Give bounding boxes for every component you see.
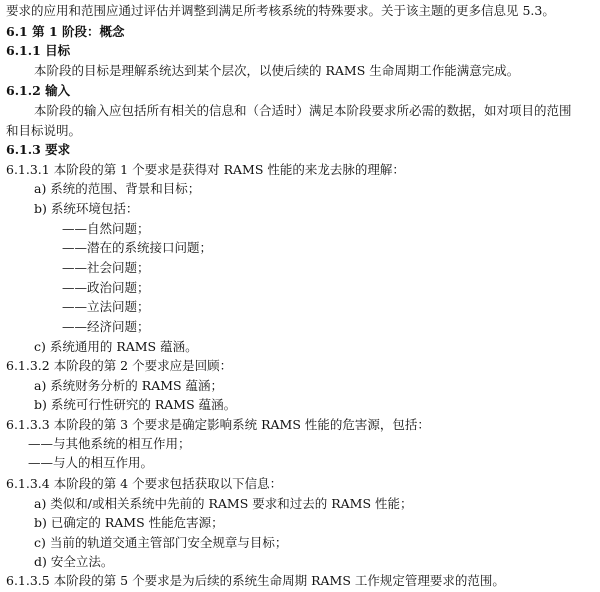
- list-item: c) 当前的轨道交通主管部门安全规章与目标；: [34, 535, 288, 550]
- dash-item: ——社会问题；: [62, 260, 150, 275]
- list-item: b) 已确定的 RAMS 性能危害源；: [34, 515, 224, 530]
- subsection-heading: 6.1.1 目标: [6, 43, 71, 58]
- section-heading: 6.1 第 1 阶段：概念: [6, 24, 125, 39]
- clause: 6.1.3.5 本阶段的第 5 个要求是为后续的系统生命周期 RAMS 工作规定管理要求的范围。: [6, 573, 505, 588]
- list-item: b) 系统可行性研究的 RAMS 蕴涵。: [34, 397, 237, 412]
- subsection-heading: 6.1.2 输入: [6, 83, 71, 98]
- clause: 6.1.3.1 本阶段的第 1 个要求是获得对 RAMS 性能的来龙去脉的理解：: [6, 162, 405, 177]
- dash-item: ——经济问题；: [62, 319, 150, 334]
- clause: 6.1.3.3 本阶段的第 3 个要求是确定影响系统 RAMS 性能的危害源，包括：: [6, 417, 430, 432]
- list-item: a) 系统的范围、背景和目标；: [34, 181, 201, 196]
- dash-item: ——自然问题；: [62, 221, 150, 236]
- clause: 6.1.3.2 本阶段的第 2 个要求应是回顾：: [6, 358, 233, 373]
- dash-item: ——与其他系统的相互作用；: [28, 436, 191, 451]
- dash-item: ——与人的相互作用。: [28, 455, 154, 470]
- clause: 6.1.3.4 本阶段的第 4 个要求包括获取以下信息：: [6, 476, 283, 491]
- list-item: d) 安全立法。: [34, 554, 114, 569]
- dash-item: ——政治问题；: [62, 280, 150, 295]
- list-item: c) 系统通用的 RAMS 蕴涵。: [34, 339, 198, 354]
- paragraph: 本阶段的输入应包括所有相关的信息和（合适时）满足本阶段要求所必需的数据，如对项目的范围: [34, 103, 572, 118]
- intro-text: 要求的应用和范围应通过评估并调整到满足所考核系统的特殊要求。关于该主题的更多信息见 5.3。: [6, 3, 555, 18]
- dash-item: ——潜在的系统接口问题；: [62, 240, 213, 255]
- list-item: a) 类似和/或相关系统中先前的 RAMS 要求和过去的 RAMS 性能；: [34, 496, 413, 511]
- subsection-heading: 6.1.3 要求: [6, 142, 71, 157]
- paragraph-continuation: 和目标说明。: [6, 123, 82, 138]
- dash-item: ——立法问题；: [62, 299, 150, 314]
- paragraph: 本阶段的目标是理解系统达到某个层次，以使后续的 RAMS 生命周期工作能满意完成。: [34, 63, 520, 78]
- list-item: b) 系统环境包括：: [34, 201, 139, 216]
- list-item: a) 系统财务分析的 RAMS 蕴涵；: [34, 378, 224, 393]
